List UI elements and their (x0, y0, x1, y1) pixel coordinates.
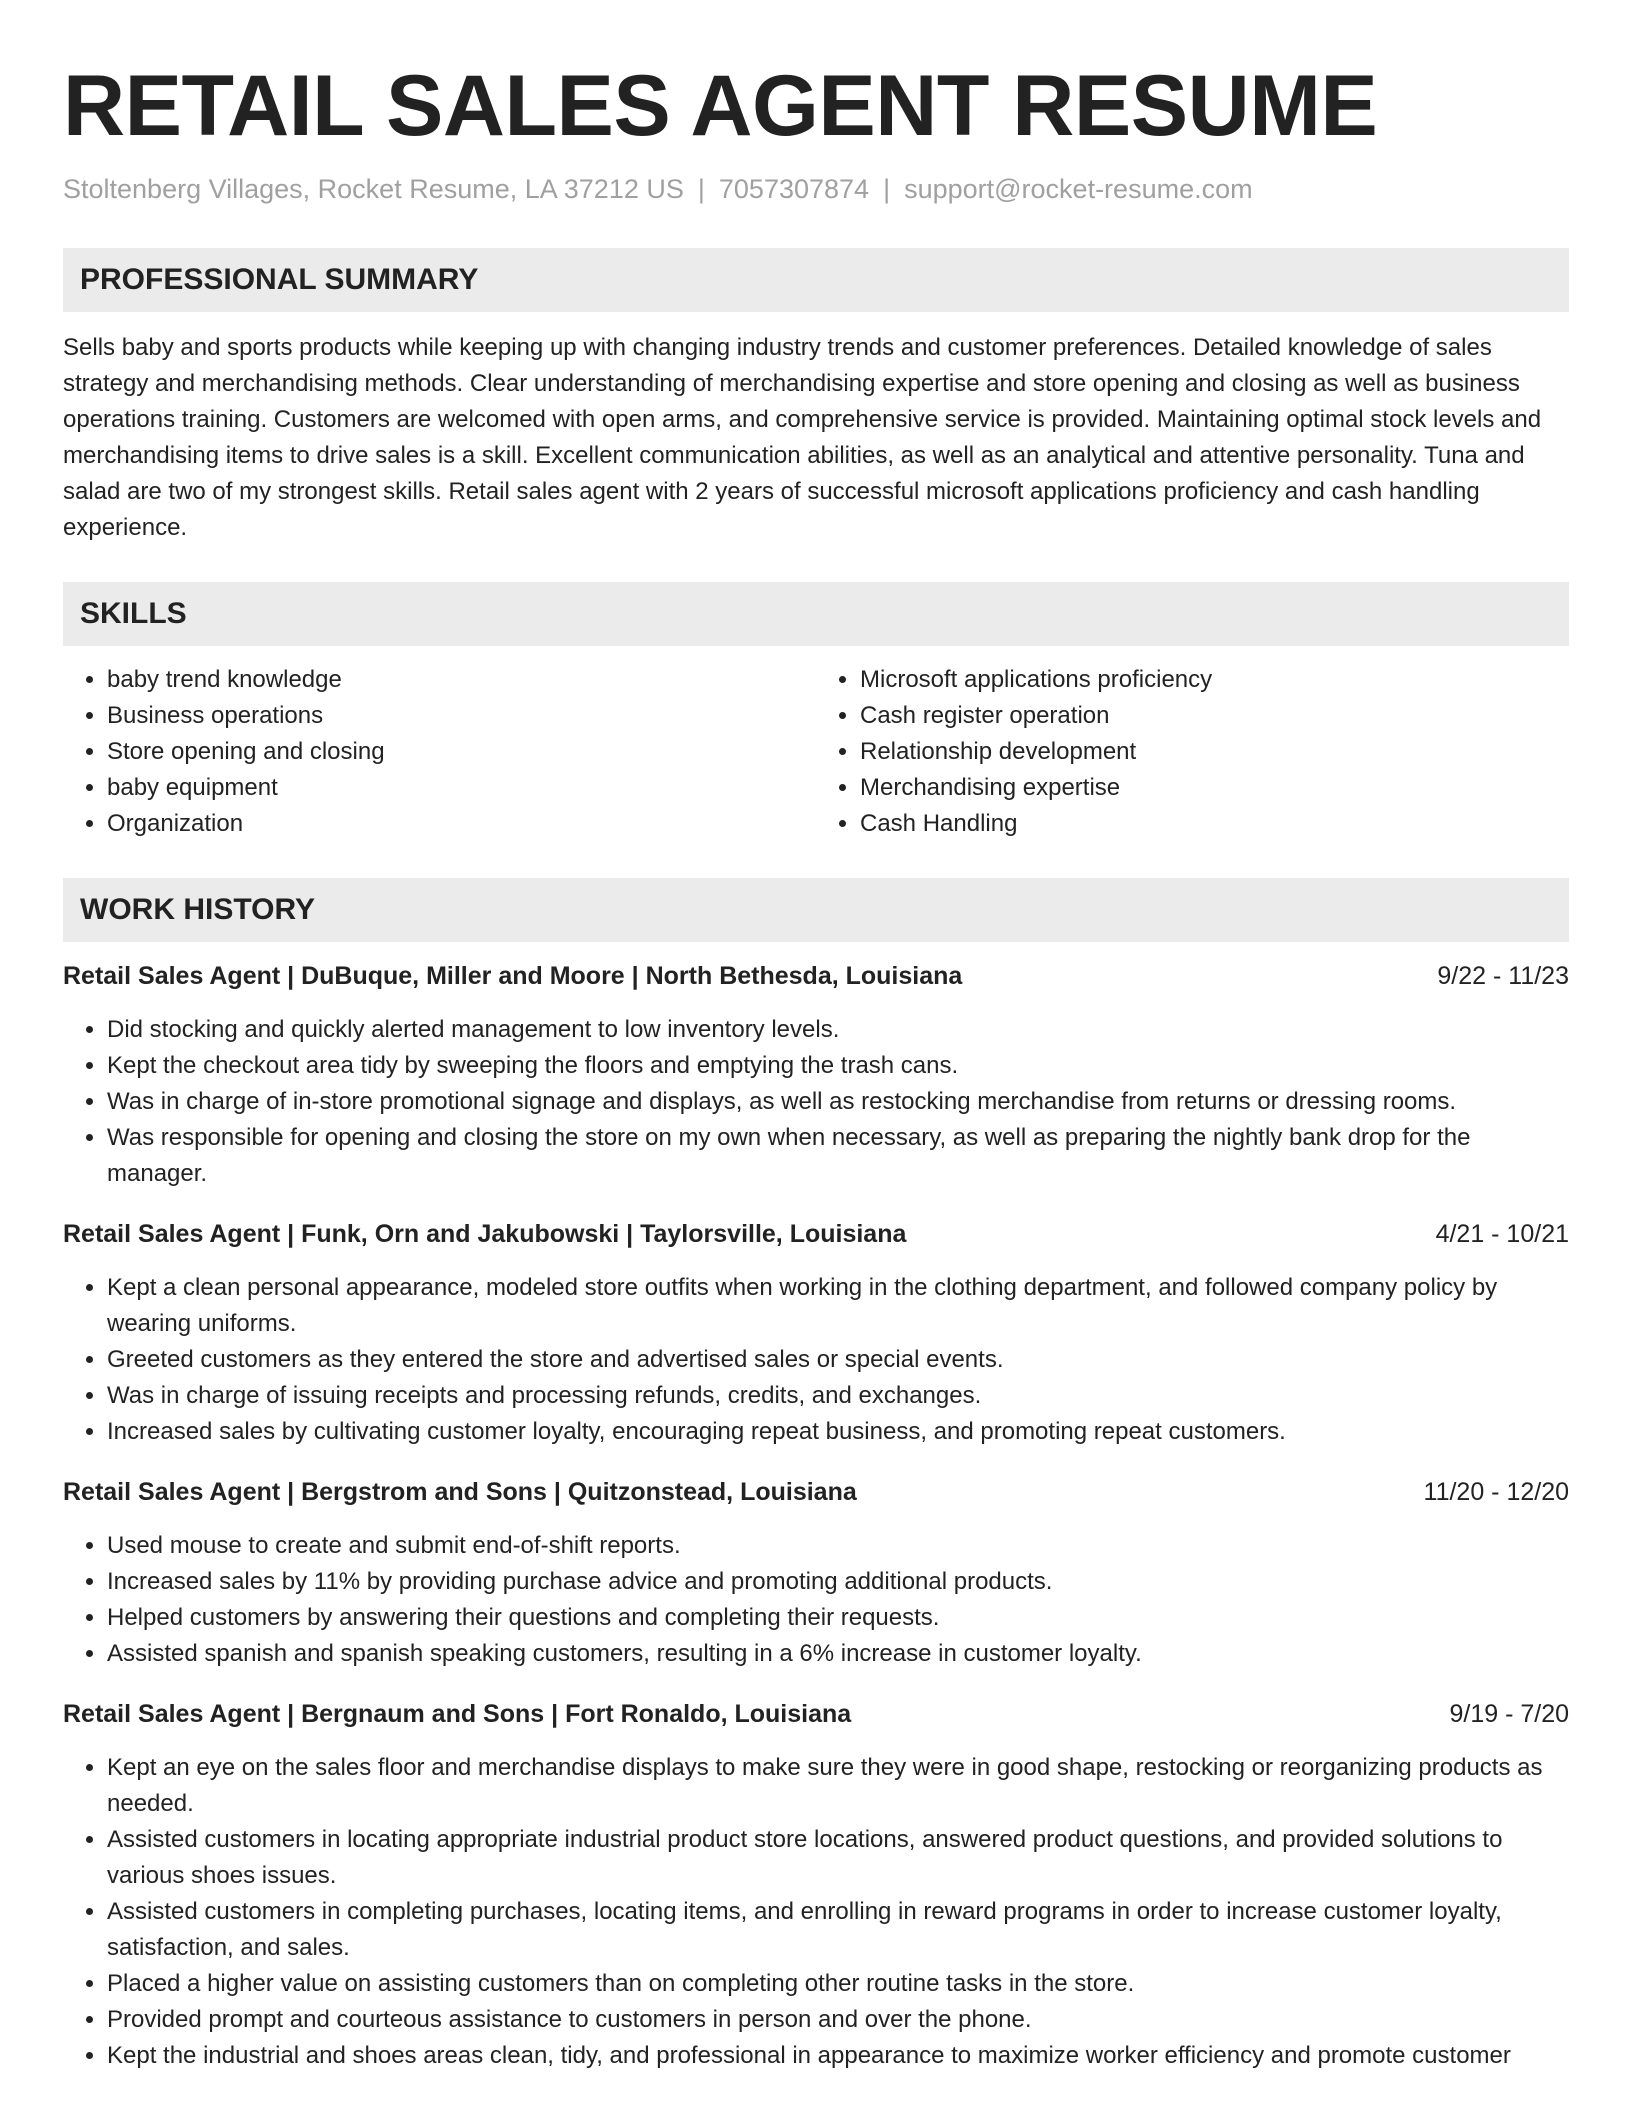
job-bullets (63, 1750, 1569, 2074)
job-bullet: • Kept a clean personal appearance, modeled store outfits when working in the clothing department, and followed company policy by wearing uniforms. (107, 1270, 1569, 1342)
job-header (63, 1474, 1569, 1510)
work-history-heading: WORK HISTORY (63, 878, 1569, 942)
skills-column-right (816, 662, 1569, 842)
job-entry (63, 1474, 1569, 1672)
job-entry (63, 958, 1569, 1192)
job-header (63, 958, 1569, 994)
job-bullets (63, 1528, 1569, 1672)
job-bullet: • Helped customers by answering their questions and completing their requests. (107, 1600, 1569, 1636)
job-dates: 9/19 - 7/20 (1449, 1700, 1569, 1728)
contact-address: Stoltenberg Villages, Rocket Resume, LA 37212 US (63, 174, 684, 204)
contact-separator: | (883, 174, 891, 204)
job-bullet: • Greeted customers as they entered the store and advertised sales or special events. (107, 1342, 1569, 1378)
contact-email: support@rocket-resume.com (904, 174, 1253, 204)
job-title: Retail Sales Agent | Funk, Orn and Jakubowski | Taylorsville, Louisiana (63, 1220, 907, 1248)
skill-item: • Merchandising expertise (860, 770, 1569, 806)
job-bullets (63, 1270, 1569, 1450)
skills-heading: SKILLS (63, 582, 1569, 646)
job-bullet: • Assisted spanish and spanish speaking customers, resulting in a 6% increase in customer loyalty. (107, 1636, 1569, 1672)
skill-item: • Organization (107, 806, 816, 842)
job-dates: 9/22 - 11/23 (1437, 962, 1569, 990)
job-bullet: • Increased sales by 11% by providing purchase advice and promoting additional products. (107, 1564, 1569, 1600)
job-bullet: • Placed a higher value on assisting customers than on completing other routine tasks in the store. (107, 1966, 1569, 2002)
job-bullet: • Kept the checkout area tidy by sweeping the floors and emptying the trash cans. (107, 1048, 1569, 1084)
contact-line (63, 172, 1569, 206)
job-bullets (63, 1012, 1569, 1192)
job-bullet: • Was in charge of in-store promotional signage and displays, as well as restocking merchandise from returns or dressing rooms. (107, 1084, 1569, 1120)
skill-item: • Microsoft applications proficiency (860, 662, 1569, 698)
skill-item: • baby equipment (107, 770, 816, 806)
skills-list (63, 662, 1569, 842)
job-header (63, 1216, 1569, 1252)
job-bullet: • Used mouse to create and submit end-of-shift reports. (107, 1528, 1569, 1564)
skill-item: • baby trend knowledge (107, 662, 816, 698)
job-entry (63, 1696, 1569, 2074)
job-header (63, 1696, 1569, 1732)
job-bullet: • Assisted customers in completing purchases, locating items, and enrolling in reward programs in order to increase customer loyalty, satisfaction, and sales. (107, 1894, 1569, 1966)
contact-phone: 7057307874 (718, 174, 870, 204)
skill-item: • Cash register operation (860, 698, 1569, 734)
job-title: Retail Sales Agent | DuBuque, Miller and Moore | North Bethesda, Louisiana (63, 962, 963, 990)
contact-separator: | (697, 174, 705, 204)
resume-title: RETAIL SALES AGENT RESUME (63, 58, 1378, 154)
job-bullet: • Assisted customers in locating appropriate industrial product store locations, answered product questions, and provided solutions to various shoes issues. (107, 1822, 1569, 1894)
skill-item: • Business operations (107, 698, 816, 734)
summary-heading: PROFESSIONAL SUMMARY (63, 248, 1569, 312)
job-entry (63, 1216, 1569, 1450)
summary-text: Sells baby and sports products while keeping up with changing industry trends and customer preferences. Detailed knowledge of sales strategy and merchandising methods. Clear understanding of merchandising expertise and store opening and closing as well as business operations training. Customers are welcomed with open arms, and comprehensive service is provided. Maintaining optimal stock levels and merchandising items to drive sales is a skill. Excellent communication abilities, as well as an analytical and attentive personality. Tuna and salad are two of my strongest skills. Retail sales agent with 2 years of successful microsoft applications proficiency and cash handling experience. (63, 334, 1542, 541)
job-bullet: • Was responsible for opening and closing the store on my own when necessary, as well as preparing the nightly bank drop for the manager. (107, 1120, 1569, 1192)
skill-item: • Relationship development (860, 734, 1569, 770)
job-dates: 4/21 - 10/21 (1435, 1220, 1569, 1248)
skill-item: • Cash Handling (860, 806, 1569, 842)
skills-column-left (63, 662, 816, 842)
skill-item: • Store opening and closing (107, 734, 816, 770)
job-bullet: • Kept the industrial and shoes areas clean, tidy, and professional in appearance to maximize worker efficiency and promote customer (107, 2038, 1569, 2074)
job-bullet: • Provided prompt and courteous assistance to customers in person and over the phone. (107, 2002, 1569, 2038)
job-bullet: • Increased sales by cultivating customer loyalty, encouraging repeat business, and promoting repeat customers. (107, 1414, 1569, 1450)
job-bullet: • Was in charge of issuing receipts and processing refunds, credits, and exchanges. (107, 1378, 1569, 1414)
job-title: Retail Sales Agent | Bergnaum and Sons | Fort Ronaldo, Louisiana (63, 1700, 852, 1728)
job-bullet: • Kept an eye on the sales floor and merchandise displays to make sure they were in good shape, restocking or reorganizing products as needed. (107, 1750, 1569, 1822)
job-bullet: • Did stocking and quickly alerted management to low inventory levels. (107, 1012, 1569, 1048)
job-title: Retail Sales Agent | Bergstrom and Sons | Quitzonstead, Louisiana (63, 1478, 857, 1506)
job-dates: 11/20 - 12/20 (1423, 1478, 1569, 1506)
